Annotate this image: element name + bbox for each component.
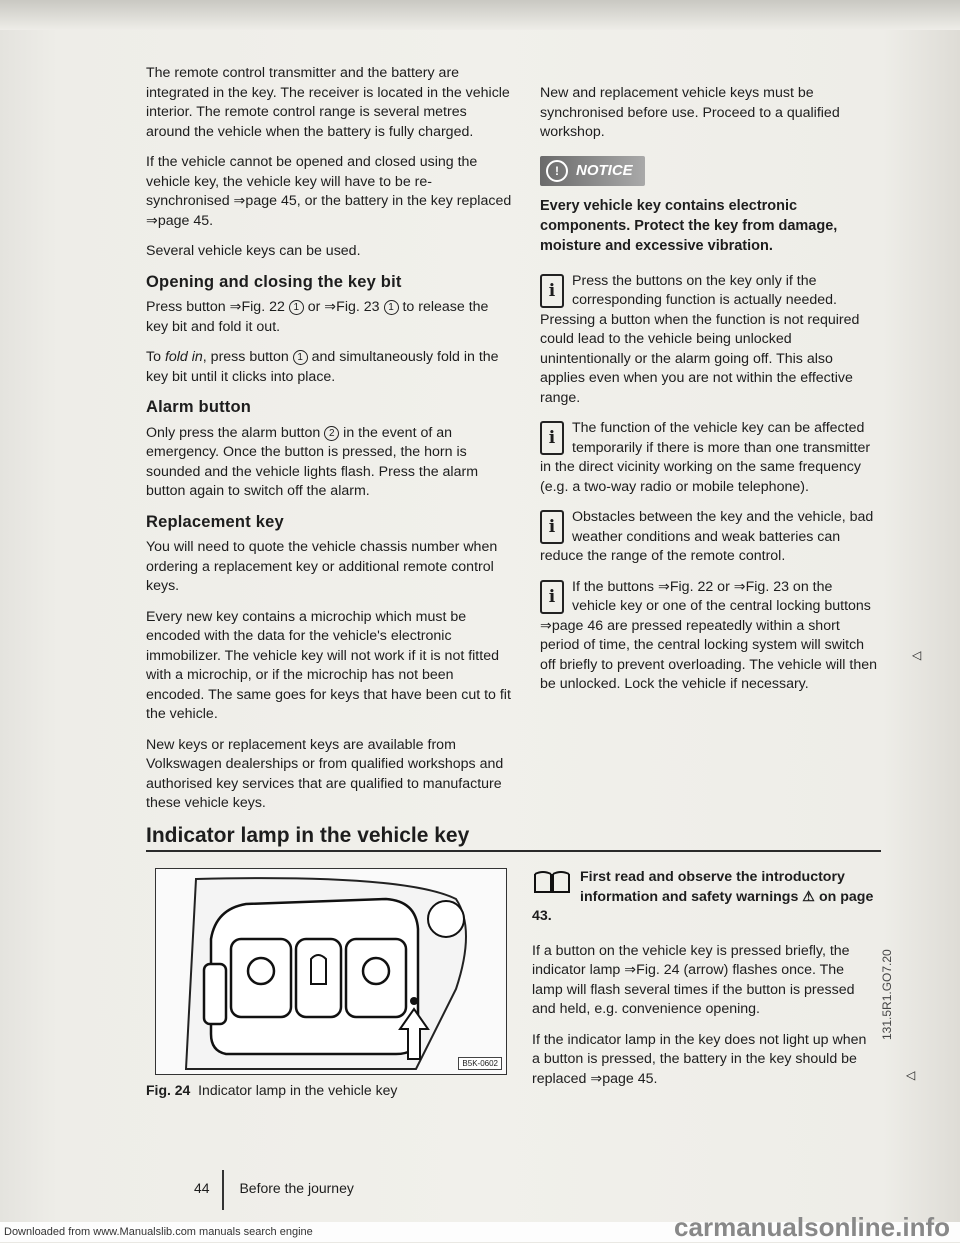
vehicle-key-illustration [156,869,506,1074]
footer-divider [222,1170,224,1210]
left-column [146,64,513,825]
info-icon: i [540,510,564,544]
replacement-paragraph-1: You will need to quote the vehicle chassis number when ordering a replacement key or additional remote control keys. [146,539,498,594]
page-ref-link[interactable]: ⇒page 45 [146,212,210,229]
replacement-paragraph-2: Every new key contains a microchip which must be encoded with the data for the vehicle's electronic immobilizer. The vehicle key will not work if it is not fitted with a microchip, or if the microchip has not been encoded. The same goes for keys that have been cut to fit the vehicle. [146,608,511,722]
indicator-paragraph-2: If the indicator lamp in the key does not light up when a button is pressed, the battery in the key should be replaced ⇒page 45. [532,1031,867,1087]
chapter-title: Before the journey [239,1180,354,1196]
right-column [540,84,880,706]
circled-number-1: 1 [384,300,399,315]
replacement-paragraph-3: New keys or replacement keys are available from Volkswagen dealerships or from qualified workshops and authorised key services that are qualified to manufacture these vehicle keys. [146,736,504,811]
key-figure [155,868,507,1075]
page-ref-link[interactable]: ⇒page 45 [233,193,297,209]
intro-paragraph-1: The remote control transmitter and the battery are integrated in the key. The receiver is located in the vehicle interior. The remote control range is several metres around the vehicle when the battery is fully charged. [146,65,510,140]
notice-icon: ! [546,160,568,182]
info-icon: i [540,580,564,614]
info-note-2: i The function of the vehicle key can be affected temporarily if there is more than one transmitter in the direct vicinity working on the same frequency (e.g. a two-way radio or mobile telephone). [540,420,871,495]
alarm-paragraph: Only press the alarm button 2 in the event of an emergency. Once the button is pressed, the horn is sounded and the vehicle lights flash. Press the alarm button again to switch off the alarm. [146,424,479,499]
heading-rule [146,850,881,852]
info-note-4: i If the buttons ⇒Fig. 22 or ⇒Fig. 23 on the vehicle key or one of the central locking buttons ⇒page 46 are pressed repeatedly within a short period of time, the central locking system will switch off briefly to prevent overloading. The vehicle will then be unlocked. Lock the vehicle if necessary. [540,578,878,692]
page-number: 44 [194,1180,210,1196]
info-icon: i [540,421,564,455]
heading-alarm-button: Alarm button [146,398,252,416]
section-end-marker: ◁ [906,1068,916,1082]
info-note-3: i Obstacles between the key and the vehicle, bad weather conditions and weak batteries can reduce the range of the remote control. [540,509,874,564]
intro-paragraph-3: Several vehicle keys can be used. [146,243,361,259]
notice-text: Every vehicle key contains electronic components. Protect the key from damage, moisture and excessive vibration. [540,197,838,254]
opening-paragraph-2: To fold in, press button 1 and simultaneously fold in the key bit until it clicks into place. [146,349,499,385]
circled-number-2: 2 [324,426,339,441]
page-footer [194,1180,354,1196]
figure-caption: Fig. 24 Indicator lamp in the vehicle key [146,1082,398,1098]
sync-paragraph: New and replacement vehicle keys must be synchronised before use. Proceed to a qualified workshop. [540,85,840,140]
intro-paragraph-2: If the vehicle cannot be opened and closed using the vehicle key, the vehicle key will have to be re-synchronised ⇒page 45, or the battery in the key replaced ⇒page 45. [146,154,512,229]
info-note-1: i Press the buttons on the key only if the corresponding function is actually needed. Pressing a button when the function is not required could lead to the vehicle being unlocked unintentionally or the alarm going off. This also applies even when you are not within the effective range. [540,272,860,406]
indicator-paragraph-1: If a button on the vehicle key is pressed briefly, the indicator lamp ⇒Fig. 24 (arrow) flashes once. The lamp will flash several times if the button is pressed and held, e.g. convenience opening. [532,942,855,1017]
circled-number-1: 1 [289,300,304,315]
page-code-vertical: 131.5R1.GO7.20 [880,949,894,1040]
section2-right [532,868,877,1100]
opening-paragraph-1: Press button ⇒Fig. 22 1 or ⇒Fig. 23 1 to release the key bit and fold it out. [146,299,489,335]
intro-warning: First read and observe the introductory information and safety warnings ⚠ on page 43. [532,869,874,924]
heading-replacement-key: Replacement key [146,512,284,531]
figure-code: B5K-0602 [458,1057,502,1070]
info-icon: i [540,274,564,308]
heading-opening-key-bit: Opening and closing the key bit [146,272,402,291]
notice-banner: ! NOTICE [540,156,645,186]
top-edge-shadow [0,0,960,30]
indicator-lamp [410,997,418,1005]
book-icon [532,870,572,896]
download-watermark[interactable]: Downloaded from www.Manualslib.com manuals search engine [4,1226,313,1238]
circled-number-1: 1 [293,350,308,365]
section-heading: Indicator lamp in the vehicle key [146,824,470,847]
site-watermark[interactable]: carmanualsonline.info [674,1212,950,1242]
section-end-marker: ◁ [912,648,922,662]
